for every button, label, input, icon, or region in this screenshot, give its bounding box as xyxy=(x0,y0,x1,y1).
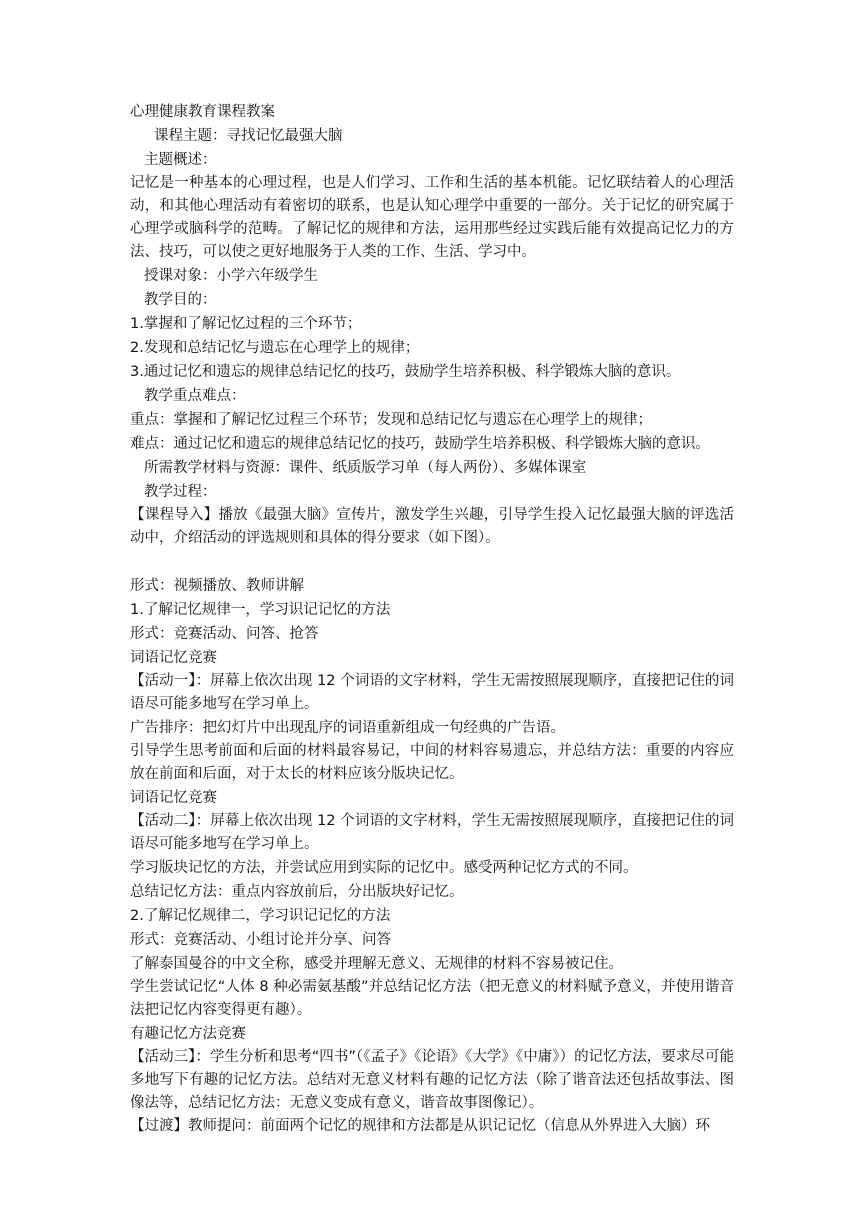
difficulty: 难点：通过记忆和遗忘的规律总结记忆的技巧，鼓励学生培养积极、科学锻炼大脑的意识。 xyxy=(130,436,710,452)
transition-label: 【过渡】 xyxy=(130,1118,188,1134)
contest-1-heading: 词语记忆竞赛 xyxy=(130,650,217,666)
section-1-heading: 1.了解记忆规律一，学习识记记忆的方法 xyxy=(130,602,391,618)
activity-1-paragraph xyxy=(130,670,734,716)
contest-2-heading: 词语记忆竞赛 xyxy=(130,790,217,806)
document-title: 心理健康教育课程教案 xyxy=(130,104,275,120)
transition-paragraph xyxy=(130,1115,734,1138)
goal-item-1: 1.掌握和了解记忆过程的三个环节； xyxy=(130,316,362,332)
transition-text: 教师提问：前面两个记忆的规律和方法都是从识记记忆（信息从外界进入大脑）环 xyxy=(188,1118,710,1134)
intro-label: 【课程导入】 xyxy=(130,507,219,523)
blank-line xyxy=(130,550,734,574)
guide-1-paragraph: 引导学生思考前面和后面的材料最容易记，中间的材料容易遗忘，并总结方法：重要的内容应放在前面和后面，对于太长的材料应该分版块记忆。 xyxy=(130,743,734,782)
activity-1-label: 【活动一】 xyxy=(130,673,196,689)
overview-paragraph: 记忆是一种基本的心理过程，也是人们学习、工作和生活的基本机能。记忆联结着人的心理活动，和其他心理活动有着密切的联系，也是认知心理学中重要的一部分。关于记忆的研究属于心理学或脑科学的范畴。了解记忆的规律和方法，运用那些经过实践后能有效提高记忆力的方法、技巧，可以使之更好地服务于人类的工作、生活、学习中。 xyxy=(130,175,734,260)
block-memory: 学习版块记忆的方法，并尝试应用到实际的记忆中。感受两种记忆方式的不同。 xyxy=(130,860,638,876)
keypoints-heading: 教学重点难点： xyxy=(144,388,246,404)
form-3: 形式：竞赛活动、小组讨论并分享、问答 xyxy=(130,932,391,948)
activity-1-text: ：屏幕上依次出现 12 个词语的文字材料，学生无需按照展现顺序，直接把记住的词语尽可能多地写在学习单上。 xyxy=(130,673,734,712)
goal-item-2: 2.发现和总结记忆与遗忘在心理学上的规律； xyxy=(130,340,420,356)
goal-item-3: 3.通过记忆和遗忘的规律总结记忆的技巧，鼓励学生培养积极、科学锻炼大脑的意识。 xyxy=(130,364,681,380)
intro-text: 播放《最强大脑》宣传片，激发学生兴趣，引导学生投入记忆最强大脑的评选活动中，介绍活动的评选规则和具体的得分要求（如下图）。 xyxy=(130,507,735,546)
form-2: 形式：竞赛活动、问答、抢答 xyxy=(130,626,319,642)
materials: 所需教学材料与资源：课件、纸质版学习单（每人两份）、多媒体课室 xyxy=(144,460,587,476)
activity-3-paragraph xyxy=(130,1046,734,1115)
keypoint: 重点：掌握和了解记忆过程三个环节；发现和总结记忆与遗忘在心理学上的规律； xyxy=(130,412,652,428)
amino-paragraph: 学生尝试记忆“人体 8 种必需氨基酸”并总结记忆方法（把无意义的材料赋予意义，并使用谐音法把记忆内容变得更有趣）。 xyxy=(130,979,734,1018)
contest-3-heading: 有趣记忆方法竞赛 xyxy=(130,1026,246,1042)
activity-2-paragraph xyxy=(130,810,734,856)
activity-2-label: 【活动二】 xyxy=(130,813,196,829)
summary-1: 总结记忆方法：重点内容放前后，分出版块好记忆。 xyxy=(130,884,464,900)
audience: 授课对象：小学六年级学生 xyxy=(144,268,318,284)
section-2-heading: 2.了解记忆规律二，学习识记记忆的方法 xyxy=(130,908,391,924)
form-1: 形式：视频播放、教师讲解 xyxy=(130,578,304,594)
activity-2-text: ：屏幕上依次出现 12 个词语的文字材料，学生无需按照展现顺序，直接把记住的词语尽可能多地写在学习单上。 xyxy=(130,813,734,852)
bangkok: 了解泰国曼谷的中文全称，感受并理解无意义、无规律的材料不容易被记住。 xyxy=(130,956,623,972)
document-page xyxy=(130,100,734,1138)
course-topic: 课程主题：寻找记忆最强大脑 xyxy=(154,128,343,144)
ad-sort: 广告排序：把幻灯片中出现乱序的词语重新组成一句经典的广告语。 xyxy=(130,720,565,736)
goals-heading: 教学目的： xyxy=(144,292,217,308)
overview-heading: 主题概述： xyxy=(144,152,217,168)
activity-3-text: ：学生分析和思考“四书”（《孟子》《论语》《大学》《中庸》）的记忆方法，要求尽可能多地写下有趣的记忆方法。总结对无意义材料有趣的记忆方法（除了谐音法还包括故事法、图像法等，总结记忆方法：无意义变成有意义，谐音故事图像记）。 xyxy=(130,1049,735,1111)
process-heading: 教学过程： xyxy=(144,484,217,500)
activity-3-label: 【活动三】 xyxy=(130,1049,196,1065)
intro-paragraph xyxy=(130,504,734,550)
